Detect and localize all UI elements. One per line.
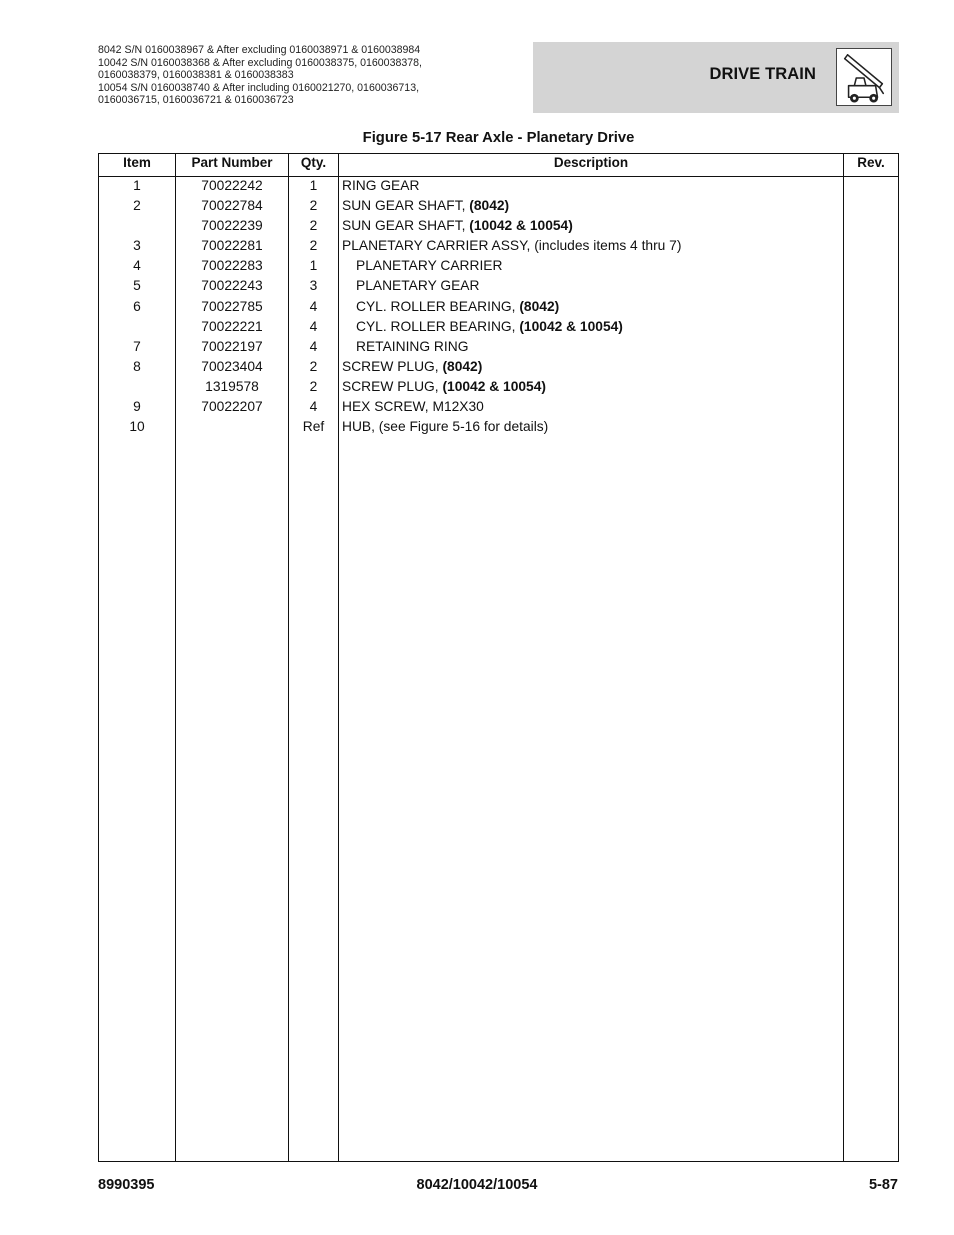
quantity: 4 [309, 318, 318, 334]
column-header-qty: Qty. [300, 155, 327, 170]
description-text: SCREW PLUG, [342, 378, 443, 394]
part-number: 70022239 [201, 218, 263, 234]
item-number: 5 [133, 278, 141, 294]
description [342, 417, 842, 437]
quantity: 3 [309, 278, 318, 294]
quantity: Ref [302, 419, 325, 435]
part-number: 70022785 [201, 298, 263, 314]
description-model-note: (10042 & 10054) [469, 218, 573, 234]
serial-line: 10042 S/N 0160038368 & After excluding 0160038375, 0160038378, [98, 56, 422, 69]
table-row [99, 196, 898, 216]
item-number: 10 [129, 419, 145, 435]
column-header-description: Description [553, 155, 629, 170]
item-number: 3 [133, 238, 141, 254]
part-number: 70023404 [201, 358, 263, 374]
description [342, 236, 842, 256]
part-number: 70022221 [201, 318, 263, 334]
description-text: PLANETARY CARRIER [356, 258, 503, 274]
column-header-item: Item [123, 155, 151, 170]
description-text: SUN GEAR SHAFT, [342, 198, 470, 214]
description-model-note: (8042) [519, 298, 560, 314]
description [342, 357, 842, 377]
revision [844, 297, 898, 317]
part-number: 70022243 [201, 278, 263, 294]
model-numbers: 8042/10042/10054 [416, 1177, 538, 1193]
description-text: HUB, (see Figure 5-16 for details) [342, 419, 549, 435]
table-row [99, 297, 898, 317]
quantity: 2 [309, 218, 318, 234]
part-number: 70022784 [201, 198, 263, 214]
revision [844, 196, 898, 216]
table-row [99, 377, 898, 397]
item-number: 9 [133, 399, 141, 415]
section-banner [533, 42, 899, 113]
description-text: HEX SCREW, M12X30 [342, 399, 484, 415]
page-number: 5-87 [868, 1177, 898, 1193]
description [356, 317, 856, 337]
quantity: 1 [309, 258, 318, 274]
description-text: PLANETARY CARRIER ASSY, (includes items 4 thru 7) [342, 238, 682, 254]
description-text: PLANETARY GEAR [356, 278, 480, 294]
telehandler-icon [836, 48, 892, 106]
item-number [99, 377, 175, 397]
part-number: 70022242 [201, 178, 263, 193]
revision [844, 377, 898, 397]
revision [844, 276, 898, 296]
serial-line: 10054 S/N 0160038740 & After including 0160021270, 0160036713, [98, 81, 420, 94]
description [342, 216, 842, 236]
part-number: 70022207 [201, 399, 263, 415]
revision [844, 236, 898, 256]
revision [844, 176, 898, 196]
table-row [99, 397, 898, 417]
description-text: RING GEAR [342, 178, 420, 193]
serial-number-block [98, 44, 528, 107]
item-number: 4 [133, 258, 141, 274]
table-row [99, 276, 898, 296]
description-model-note: (10042 & 10054) [519, 318, 623, 334]
part-number: 70022281 [201, 238, 263, 254]
description [356, 256, 856, 276]
description [356, 276, 856, 296]
table-row [99, 236, 898, 256]
table-body [99, 176, 898, 437]
table-row [99, 337, 898, 357]
item-number: 2 [133, 198, 141, 214]
parts-table [98, 153, 899, 1162]
revision [844, 256, 898, 276]
item-number: 6 [133, 298, 141, 314]
quantity: 2 [309, 238, 318, 254]
revision [844, 397, 898, 417]
part-number: 70022197 [201, 338, 263, 354]
serial-line: 0160038379, 0160038381 & 0160038383 [98, 69, 294, 82]
revision [844, 357, 898, 377]
revision [844, 216, 898, 236]
description [342, 196, 842, 216]
quantity: 2 [309, 358, 318, 374]
item-number [99, 216, 175, 236]
description [356, 337, 856, 357]
table-row [99, 417, 898, 437]
quantity: 4 [309, 338, 318, 354]
quantity: 2 [309, 378, 318, 394]
table-row [99, 317, 898, 337]
table-row [99, 176, 898, 196]
table-row [99, 256, 898, 276]
table-row [99, 357, 898, 377]
revision [844, 317, 898, 337]
description [356, 297, 856, 317]
column-header-rev: Rev. [857, 155, 885, 170]
section-title: DRIVE TRAIN [709, 65, 816, 83]
quantity: 4 [309, 298, 318, 314]
description [342, 176, 842, 196]
figure-title: Figure 5-17 Rear Axle - Planetary Drive [362, 130, 635, 146]
revision [844, 337, 898, 357]
description-text: CYL. ROLLER BEARING, [356, 318, 520, 334]
description-text: SCREW PLUG, [342, 358, 443, 374]
quantity: 2 [309, 198, 318, 214]
document-number: 8990395 [98, 1177, 155, 1193]
quantity: 1 [309, 178, 318, 193]
serial-line: 0160036715, 0160036721 & 0160036723 [98, 94, 294, 107]
column-header-part-number: Part Number [191, 155, 273, 170]
description [342, 397, 842, 417]
description [342, 377, 842, 397]
item-number [99, 317, 175, 337]
part-number: 70022283 [201, 258, 263, 274]
description-text: CYL. ROLLER BEARING, [356, 298, 520, 314]
item-number: 1 [133, 178, 141, 193]
table-header [99, 154, 898, 177]
item-number: 8 [133, 358, 141, 374]
description-model-note: (8042) [469, 198, 510, 214]
description-model-note: (10042 & 10054) [442, 378, 546, 394]
quantity: 4 [309, 399, 318, 415]
part-number: 1319578 [205, 378, 259, 394]
description-model-note: (8042) [442, 358, 483, 374]
item-number: 7 [133, 338, 141, 354]
part-number [176, 417, 288, 437]
table-row [99, 216, 898, 236]
serial-line: 8042 S/N 0160038967 & After excluding 0160038971 & 0160038984 [98, 44, 421, 56]
description-text: RETAINING RING [356, 338, 469, 354]
description-text: SUN GEAR SHAFT, [342, 218, 470, 234]
revision [844, 417, 898, 437]
